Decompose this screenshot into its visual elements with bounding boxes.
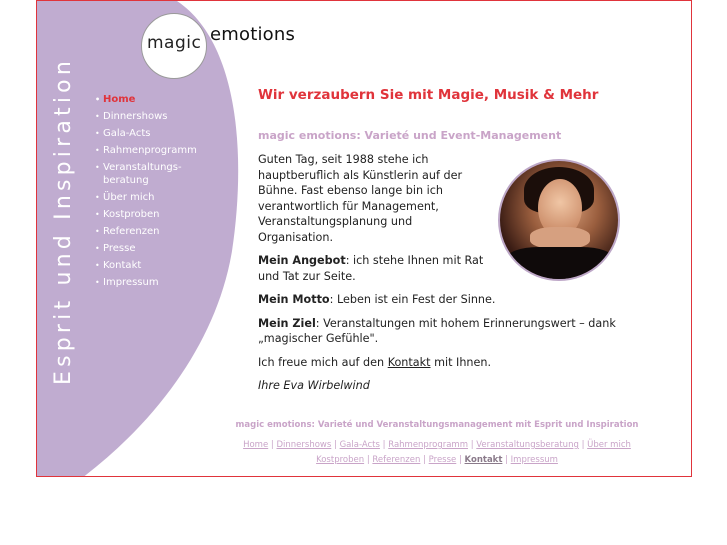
nav-item-ueber-mich[interactable]: • Über mich — [95, 191, 210, 204]
nav-item-veranstaltungsberatung[interactable]: • Veranstaltungs- beratung — [95, 161, 210, 187]
nav-item-presse[interactable]: • Presse — [95, 242, 210, 255]
footer-link-dinnershows[interactable]: Dinnershows — [276, 440, 332, 450]
footer-link-kostproben[interactable]: Kostproben — [316, 455, 365, 465]
contact-post-text: mit Ihnen. — [430, 355, 492, 369]
footer-separator: | — [470, 440, 474, 450]
footer-link-kontakt[interactable]: Kontakt — [464, 455, 503, 465]
offer-label: Mein Angebot — [258, 254, 346, 267]
motto-paragraph — [258, 292, 638, 308]
footer-separator: | — [270, 440, 274, 450]
offer-text: : ich stehe Ihnen mit Rat und Tat zur Seite. — [258, 254, 484, 283]
nav-item-kostproben[interactable]: • Kostproben — [95, 208, 210, 221]
footer-separator: | — [382, 440, 386, 450]
nav-item-dinnershows[interactable]: • Dinnershows — [95, 110, 210, 123]
goal-paragraph — [258, 316, 630, 347]
footer-link-presse[interactable]: Presse — [428, 455, 457, 465]
footer-tagline: magic emotions: Varieté und Veranstaltungsmanagement mit Esprit und Inspiration — [235, 420, 639, 430]
footer-separator: | — [458, 455, 462, 465]
goal-text: : Veranstaltungen mit hohem Erinnerungswert – dank „magischer Gefühle". — [258, 316, 616, 345]
footer-nav — [187, 438, 687, 468]
offer-paragraph — [258, 253, 493, 284]
nav-item-rahmenprogramm[interactable]: • Rahmenprogramm — [95, 144, 210, 157]
page-subheadline: magic emotions: Varieté und Event-Management — [258, 129, 562, 142]
contact-paragraph — [258, 355, 638, 371]
main-content — [258, 152, 638, 402]
logo-emotions-text: emotions — [210, 24, 296, 45]
signature: Ihre Eva Wirbelwind — [258, 379, 370, 392]
footer-link-rahmenprogramm[interactable]: Rahmenprogramm — [388, 440, 468, 450]
nav-item-referenzen[interactable]: • Referenzen — [95, 225, 210, 238]
contact-pre-text: Ich freue mich auf den — [258, 355, 388, 369]
nav-item-home[interactable]: • Home — [95, 93, 210, 106]
nav-item-impressum[interactable]: • Impressum — [95, 276, 210, 289]
footer-link-impressum[interactable]: Impressum — [510, 455, 558, 465]
sidebar-tagline: Esprit und Inspiration — [51, 57, 76, 385]
logo-magic-text: magic — [147, 33, 202, 53]
goal-label: Mein Ziel — [258, 316, 316, 330]
footer-separator: | — [505, 455, 508, 465]
nav-item-kontakt[interactable]: • Kontakt — [95, 259, 210, 272]
contact-link[interactable]: Kontakt — [387, 355, 431, 369]
page-headline: Wir verzaubern Sie mit Magie, Musik & Mehr — [258, 87, 599, 103]
footer-separator: | — [334, 440, 337, 450]
footer-link-home[interactable]: Home — [243, 440, 269, 450]
motto-label: Mein Motto — [258, 293, 330, 306]
intro-paragraph: Guten Tag, seit 1988 stehe ich hauptberuflich als Künstlerin auf der Bühne. Fast ebenso lange bin ich verantwortlich für Management, Veranstaltungsplanung und Organisation. — [258, 153, 463, 244]
footer-link-gala-acts[interactable]: Gala-Acts — [339, 440, 380, 450]
footer-link-ueber-mich[interactable]: Über mich — [587, 440, 631, 450]
logo[interactable] — [141, 13, 321, 83]
footer-separator: | — [581, 440, 585, 450]
footer-link-veranstaltungsberatung[interactable]: Veranstaltungsberatung — [476, 440, 579, 450]
footer-nav-row-2 — [187, 453, 687, 468]
sidebar-nav — [95, 93, 210, 293]
page-frame — [36, 0, 692, 477]
footer-separator: | — [366, 455, 370, 465]
footer-nav-row-1 — [187, 438, 687, 453]
motto-text: : Leben ist ein Fest der Sinne. — [329, 293, 496, 306]
nav-item-gala-acts[interactable]: • Gala-Acts — [95, 127, 210, 140]
footer-separator: | — [423, 455, 426, 465]
footer-link-referenzen[interactable]: Referenzen — [372, 455, 421, 465]
